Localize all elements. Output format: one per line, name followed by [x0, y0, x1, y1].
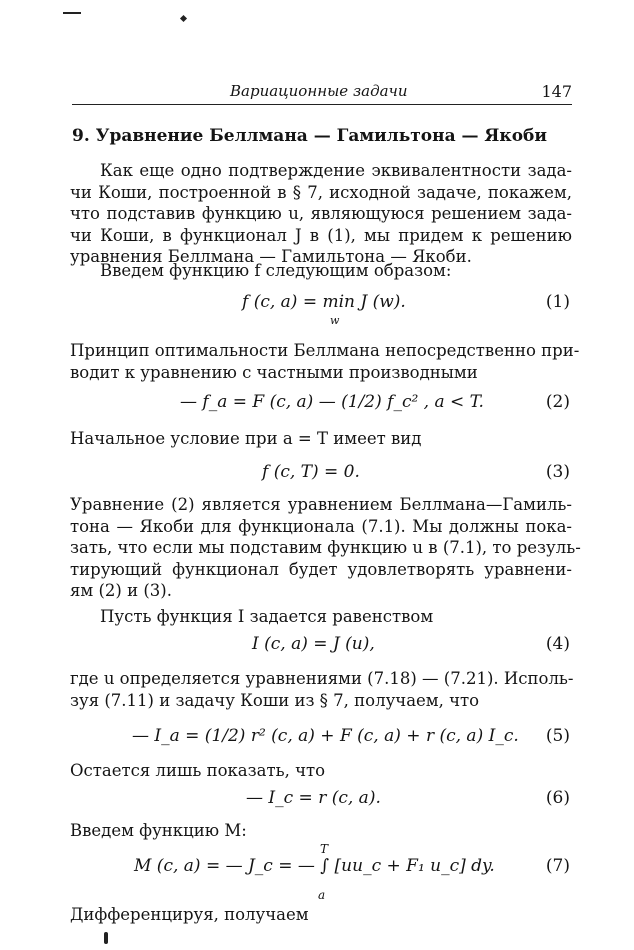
- running-title: Вариационные задачи: [230, 82, 408, 100]
- equation-2: [0, 392, 634, 424]
- equation-subscript: w: [330, 314, 340, 327]
- paragraph-principle: [70, 340, 580, 383]
- paragraph-bellman: [70, 494, 581, 602]
- equation-7: [0, 842, 634, 902]
- equation-6: [0, 788, 634, 820]
- equation-formula: M (c, a) = — J_c = — ∫ [uu_c + F₁ u_c] dy.: [134, 856, 495, 876]
- paragraph-define-m: [70, 820, 572, 842]
- text-line: Уравнение (2) является уравнением Беллмана—Гамиль-: [70, 495, 572, 514]
- equation-number: (7): [545, 856, 570, 876]
- text-line: Начальное условие при a = T имеет вид: [70, 429, 422, 448]
- text-line: чи Коши, построенной в § 7, исходной задаче, покажем,: [70, 182, 572, 202]
- paragraph-define-i: [70, 606, 572, 628]
- paragraph-define-f: [70, 260, 572, 282]
- equation-5: [0, 726, 634, 758]
- text-line: Введем функцию f следующим образом:: [100, 261, 452, 280]
- equation-formula: f (c, a) = min J (w).: [242, 292, 406, 312]
- text-line: Как еще одно подтверждение эквивалентности зада-: [100, 161, 572, 180]
- text-line: водит к уравнению с частными производными: [70, 362, 478, 382]
- text-line: зуя (7.11) и задачу Коши из § 7, получаем, что: [70, 690, 480, 710]
- text-line: что подставив функцию u, являющуюся решением зада-: [70, 204, 572, 223]
- text-line: Пусть функция I задается равенством: [100, 607, 434, 626]
- scan-mark-top-left: [63, 12, 81, 14]
- running-header: [72, 82, 572, 105]
- paragraph-remains: [70, 760, 572, 782]
- text-line: где u определяется уравнениями (7.18) — (7.21). Исполь-: [70, 669, 574, 688]
- equation-formula: — f_a = F (c, a) — (1/2) f_c² , a < T.: [180, 392, 484, 412]
- paragraph-initial: [70, 428, 572, 450]
- equation-number: (2): [545, 392, 570, 412]
- scan-mark-bottom: [104, 932, 108, 944]
- paragraph-intro: [70, 160, 572, 268]
- section-title: 9. Уравнение Беллмана — Гамильтона — Якоби: [72, 126, 547, 146]
- paragraph-differentiating: [70, 904, 572, 926]
- equation-number: (6): [545, 788, 570, 808]
- equation-number: (1): [545, 292, 570, 312]
- text-line: тирующий функционал будет удовлетворять уравнени-: [70, 559, 572, 579]
- text-line: тона — Якоби для функционала (7.1). Мы должны пока-: [70, 516, 572, 536]
- integral-upper-limit: T: [320, 842, 329, 856]
- text-line: Дифференцируя, получаем: [70, 905, 309, 924]
- text-line: Принцип оптимальности Беллмана непосредственно при-: [70, 341, 580, 360]
- equation-formula: — I_c = r (c, a).: [246, 788, 381, 808]
- equation-3: [0, 462, 634, 494]
- paragraph-u-defined: [70, 668, 572, 711]
- equation-number: (4): [545, 634, 570, 654]
- scan-mark-top-tick: [180, 15, 187, 22]
- equation-number: (5): [545, 726, 570, 746]
- text-line: Остается лишь показать, что: [70, 761, 326, 780]
- text-line: чи Коши, в функционал J в (1), мы придем к решению: [70, 225, 572, 245]
- equation-formula: f (c, T) = 0.: [262, 462, 360, 482]
- integral-lower-limit: a: [318, 888, 326, 902]
- text-line: ям (2) и (3).: [70, 581, 172, 600]
- equation-1: [0, 292, 634, 327]
- text-line: зать, что если мы подставим функцию u в (7.1), то резуль-: [70, 538, 581, 557]
- equation-4: [0, 634, 634, 666]
- page-number: 147: [541, 82, 572, 101]
- equation-formula: I (c, a) = J (u),: [252, 634, 375, 654]
- equation-number: (3): [545, 462, 570, 482]
- text-line: Введем функцию M:: [70, 821, 247, 840]
- text-line: уравнения Беллмана — Гамильтона — Якоби.: [70, 247, 472, 266]
- equation-formula: — I_a = (1/2) r² (c, a) + F (c, a) + r (c, a) I_c.: [132, 726, 519, 746]
